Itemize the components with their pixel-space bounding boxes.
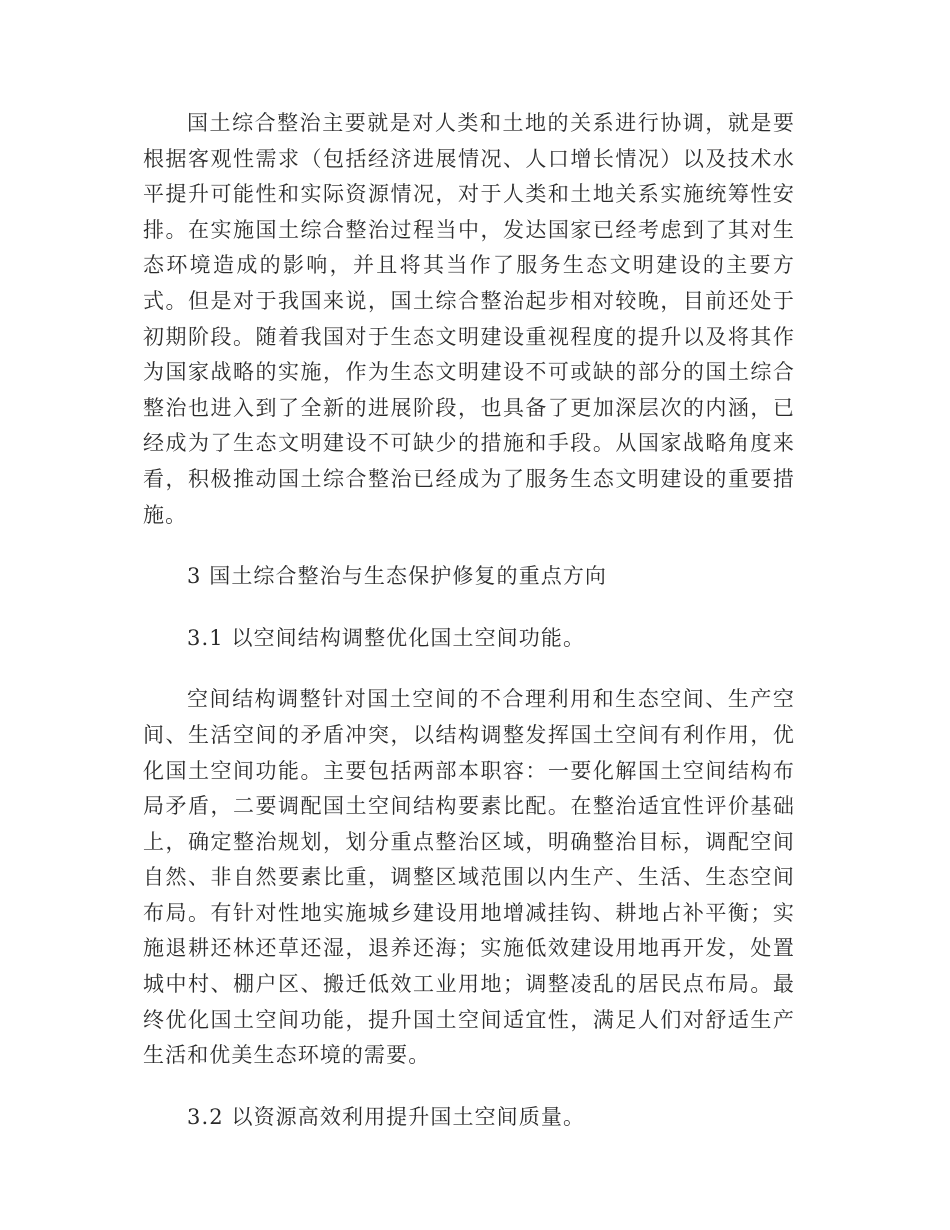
document-body: [143, 106, 795, 1135]
subsection-heading-3-1: 3.1 以空间结构调整优化国土空间功能。: [187, 625, 586, 650]
subsection-heading-3-2: 3.2 以资源高效利用提升国土空间质量。: [187, 1104, 586, 1129]
paragraph-spatial-structure: 空间结构调整针对国土空间的不合理利用和生态空间、生产空间、生活空间的矛盾冲突，以结构调整发挥国土空间有利作用，优化国土空间功能。主要包括两部本职容：一要化解国土空间结构布局矛盾，二要调配国土空间结构要素比配。在整治适宜性评价基础上，确定整治规划，划分重点整治区域，明确整治目标，调配空间自然、非自然要素比重，调整区域范围以内生产、生活、生态空间布局。有针对性地实施城乡建设用地增减挂钩、耕地占补平衡；实施退耕还林还草还湿，退养还海；实施低效建设用地再开发，处置城中村、棚户区、搬迁低效工业用地；调整凌乱的居民点布局。最终优化国土空间功能，提升国土空间适宜性，满足人们对舒适生产生活和优美生态环境的需要。: [143, 687, 795, 1068]
section-heading-3: 3 国土综合整治与生态保护修复的重点方向: [187, 564, 608, 589]
paragraph-land-consolidation-intro: 国土综合整治主要就是对人类和土地的关系进行协调，就是要根据客观性需求（包括经济进展情况、人口增长情况）以及技术水平提升可能性和实际资源情况，对于人类和土地关系实施统筹性安排。在实施国土综合整治过程当中，发达国家已经考虑到了其对生态环境造成的影响，并且将其当作了服务生态文明建设的主要方式。但是对于我国来说，国土综合整治起步相对较晚，目前还处于初期阶段。随着我国对于生态文明建设重视程度的提升以及将其作为国家战略的实施，作为生态文明建设不可或缺的部分的国土综合整治也进入到了全新的进展阶段，也具备了更加深层次的内涵，已经成为了生态文明建设不可缺少的措施和手段。从国家战略角度来看，积极推动国土综合整治已经成为了服务生态文明建设的重要措施。: [143, 111, 795, 527]
